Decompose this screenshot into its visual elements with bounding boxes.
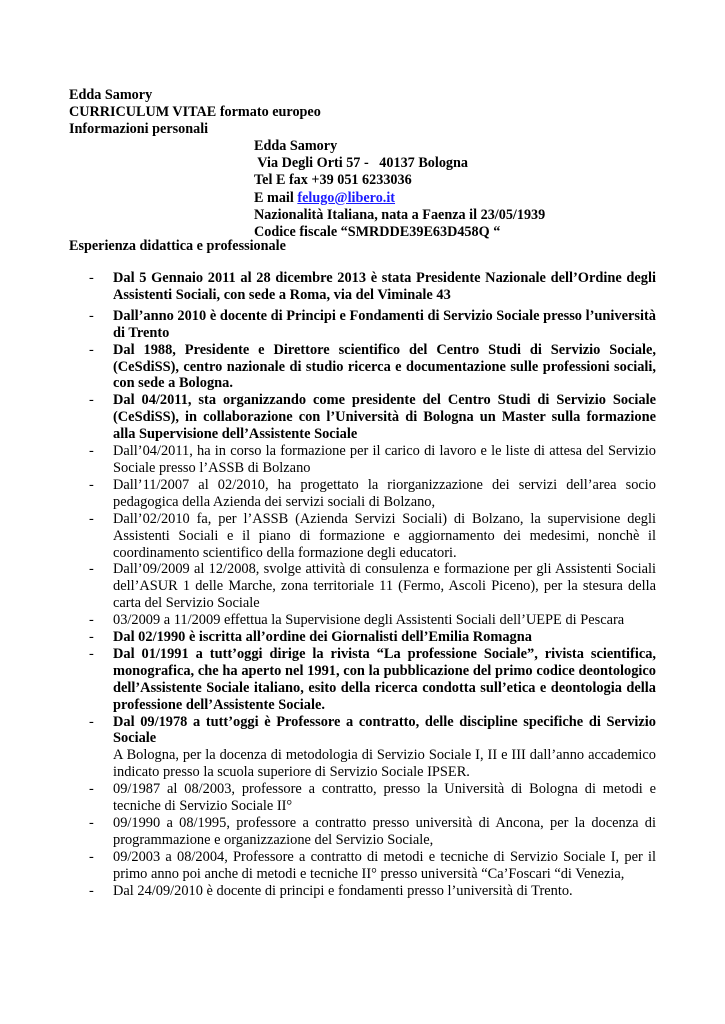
- experience-item-text: Dal 01/1991 a tutt’oggi dirige la rivista “La professione Sociale”, rivista scientifica, monografica, che ha aperto nel 1991, con la pubblicazione del primo codice deontologico dell’Assistente Sociale italiano, esito della ricerca condotta sull’etica e deontologia della professione dell’Assistente Sociale.: [113, 645, 656, 713]
- experience-item-text: Dal 09/1978 a tutt’oggi è Professore a contratto, delle discipline specifiche di Servizio Sociale: [113, 713, 656, 747]
- experience-item: [89, 883, 656, 900]
- personal-nationality: Nazionalità Italiana, nata a Faenza il 23/05/1939: [254, 206, 546, 223]
- bullet-dash: -: [89, 848, 94, 865]
- experience-item-text: 09/1990 a 08/1995, professore a contratto presso università di Ancona, per la docenza di programmazione e organizzazione del Servizio Sociale,: [113, 815, 656, 848]
- experience-item: [89, 511, 656, 562]
- bullet-dash: -: [89, 645, 94, 662]
- experience-item: [89, 561, 656, 612]
- bullet-dash: -: [89, 882, 94, 899]
- bullet-dash: -: [89, 443, 94, 460]
- experience-item-text: Dal 02/1990 è iscritta all’ordine dei Giornalisti dell’Emilia Romagna: [113, 629, 532, 646]
- experience-item-text: Dal 5 Gennaio 2011 al 28 dicembre 2013 è stata Presidente Nazionale dell’Ordine degli Assistenti Sociali, con sede a Roma, via del Viminale 43: [113, 270, 656, 303]
- experience-item: [89, 781, 656, 815]
- experience-list: [89, 270, 656, 900]
- personal-tax-code: Codice fiscale “SMRDDE39E63D458Q “: [254, 224, 501, 241]
- experience-item: [89, 342, 656, 393]
- personal-info-heading: Informazioni personali: [69, 121, 209, 137]
- experience-item: [89, 815, 656, 849]
- experience-item: [89, 646, 656, 714]
- bullet-dash: -: [89, 307, 94, 324]
- experience-item-text: Dall’11/2007 al 02/2010, ha progettato la riorganizzazione dei servizi dell’area socio pedagogica della Azienda dei servizi sociali di Bolzano,: [113, 476, 656, 510]
- document-title: CURRICULUM VITAE formato europeo: [69, 104, 321, 120]
- bullet-dash: -: [89, 510, 94, 527]
- personal-phone: Tel E fax +39 051 6233036: [254, 172, 412, 189]
- bullet-dash: -: [89, 561, 94, 578]
- email-link[interactable]: felugo@libero.it: [297, 189, 396, 206]
- experience-item: [89, 443, 656, 477]
- experience-item: [89, 849, 656, 883]
- experience-item: [89, 270, 656, 304]
- bullet-dash: -: [89, 341, 94, 358]
- bullet-dash: -: [89, 781, 94, 798]
- experience-item-text: 03/2009 a 11/2009 effettua la Supervisione degli Assistenti Sociali dell’UEPE di Pescara: [113, 612, 625, 629]
- email-label: E mail: [254, 189, 298, 206]
- experience-item-text: Dal 24/09/2010 è docente di principi e fondamenti presso l’università di Trento.: [113, 882, 573, 899]
- experience-item: [89, 629, 656, 646]
- cv-header: [69, 87, 321, 138]
- bullet-dash: -: [89, 713, 94, 730]
- bullet-dash: -: [89, 270, 94, 286]
- experience-item: [89, 392, 656, 443]
- bullet-dash: -: [89, 476, 94, 493]
- experience-item-text: Dall’04/2011, ha in corso la formazione per il carico di lavoro e le liste di attesa del Servizio Sociale presso l’ASSB di Bolzano: [113, 443, 656, 476]
- bullet-dash: -: [89, 392, 94, 409]
- experience-item: [89, 308, 656, 342]
- experience-item: [89, 612, 656, 629]
- experience-item-text: Dall’09/2009 al 12/2008, svolge attività di consulenza e formazione per gli Assistenti Sociali dell’ASUR 1 delle Marche, zona territoriale 11 (Fermo, Ascoli Piceno), per la stesura della carta del Servizio Sociale: [113, 561, 656, 612]
- experience-item-text: 09/2003 a 08/2004, Professore a contratto di metodi e tecniche di Servizio Sociale I, per il primo anno poi anche di metodi e tecniche II° presso università “Ca’Foscari “di Venezia,: [113, 848, 656, 882]
- experience-item-text: 09/1987 al 08/2003, professore a contratto, presso la Università di Bologna di metodi e tecniche di Servizio Sociale II°: [113, 781, 656, 815]
- bullet-dash: -: [89, 815, 94, 831]
- personal-name: Edda Samory: [254, 138, 338, 154]
- personal-address: Via Degli Orti 57 - 40137 Bologna: [254, 155, 468, 172]
- experience-item: [89, 477, 656, 511]
- experience-item-subtext: A Bologna, per la docenza di metodologia di Servizio Sociale I, II e III dall’anno accademico indicato presso la scuola superiore di Servizio Sociale IPSER.: [113, 747, 656, 781]
- experience-item-text: Dal 1988, Presidente e Direttore scientifico del Centro Studi di Servizio Sociale, (CeSdiSS), centro nazionale di studio ricerca e documentazione sulle professioni sociali, con sede a Bologna.: [113, 341, 656, 392]
- personal-info-block: [254, 138, 545, 241]
- experience-item: [89, 714, 656, 748]
- personal-email-row: [254, 190, 545, 207]
- bullet-dash: -: [89, 612, 94, 629]
- bullet-dash: -: [89, 629, 94, 646]
- experience-heading: Esperienza didattica e professionale: [69, 238, 286, 254]
- experience-item-text: Dall’anno 2010 è docente di Principi e Fondamenti di Servizio Sociale presso l’università di Trento: [113, 307, 656, 341]
- experience-item-text: Dal 04/2011, sta organizzando come presidente del Centro Studi di Servizio Sociale (CeSdiSS), in collaborazione con l’Università di Bologna un Master sulla formazione alla Supervisione dell’Assistente Sociale: [113, 392, 656, 443]
- experience-item-text: Dall’02/2010 fa, per l’ASSB (Azienda Servizi Sociali) di Bolzano, la supervisione degli Assistenti Sociali e il piano di formazione e aggiornamento dei medesimi, nonchè il coordinamento scientifico della formazione degli educatori.: [113, 510, 656, 561]
- author-name: Edda Samory: [69, 87, 153, 103]
